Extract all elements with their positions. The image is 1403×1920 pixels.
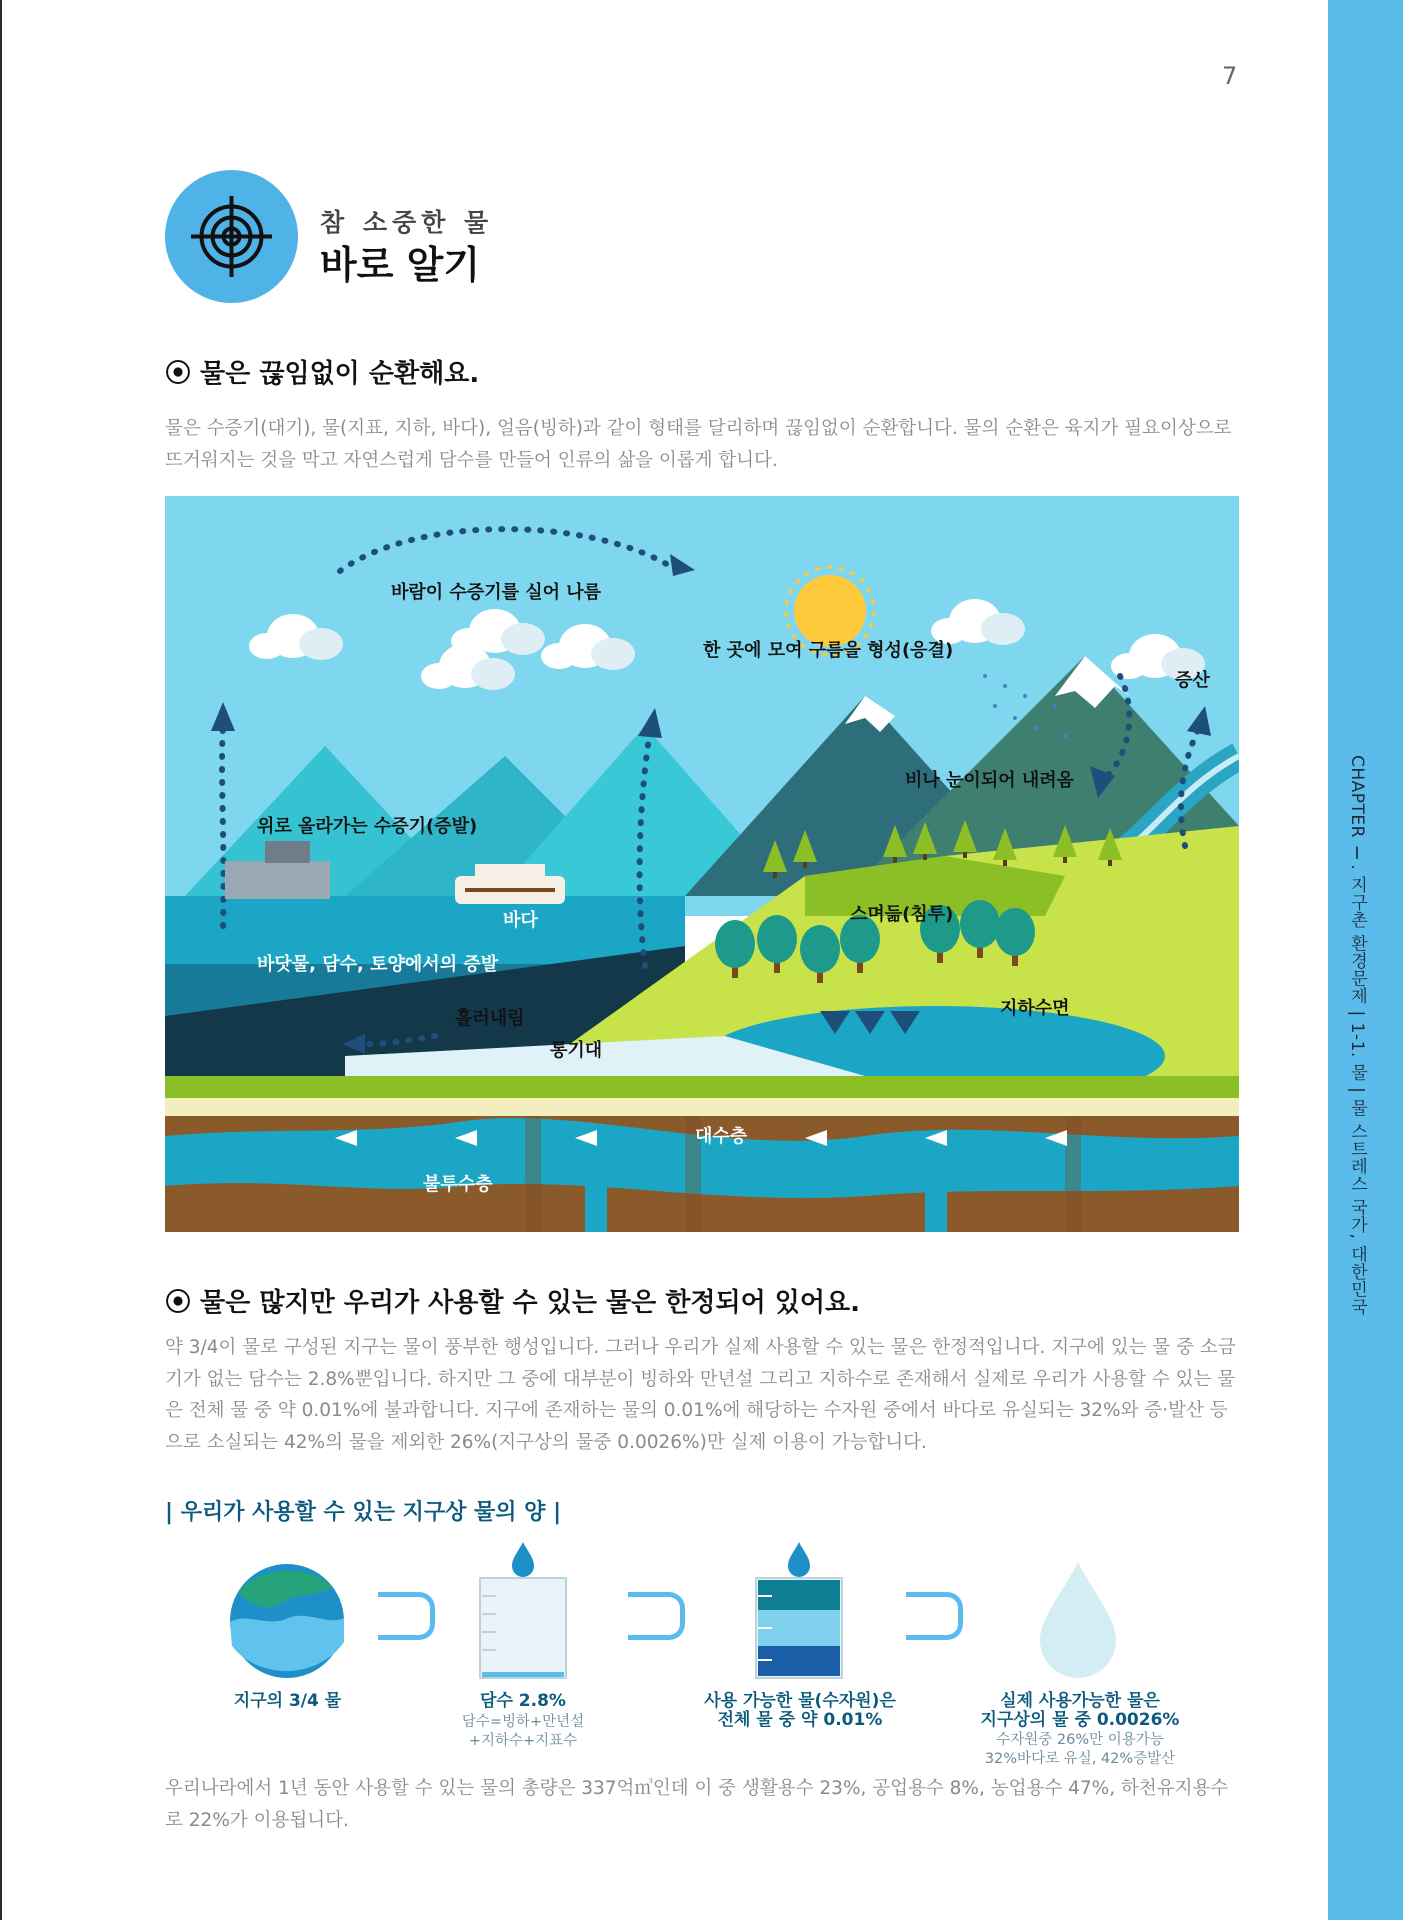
header-kicker: 참 소중한 물: [320, 208, 494, 237]
section1-heading: ⦿ 물은 끊임없이 순환해요.: [165, 359, 480, 389]
info-caption-1: 지구의 3/4 물: [233, 1691, 342, 1711]
label-evaporation: 위로 올라가는 수증기(증발): [257, 816, 478, 837]
page-left-border: [0, 0, 2, 1920]
section2-heading: ⦿ 물은 많지만 우리가 사용할 수 있는 물은 한정되어 있어요.: [165, 1288, 861, 1318]
water-drop-icon: [1038, 1560, 1118, 1678]
water-cycle-diagram: [165, 496, 1239, 1232]
label-transpiration: 증산: [1175, 670, 1210, 691]
water-resource-beaker-icon: [752, 1540, 846, 1680]
info-caption-3: 사용 가능한 물(수자원)은 전체 물 중 약 0.01%: [704, 1691, 896, 1730]
info-caption-2: 담수 2.8%: [480, 1691, 566, 1711]
page-title: 바로 알기: [320, 243, 481, 287]
infographic-title: | 우리가 사용할 수 있는 지구상 물의 양 |: [165, 1500, 562, 1525]
label-infiltration: 스며듦(침투): [850, 904, 954, 925]
label-condensation: 한 곳에 모여 구름을 형성(응결): [703, 640, 954, 661]
label-evaporation-sources: 바닷물, 담수, 토양에서의 증발: [257, 954, 499, 975]
flow-bracket-2: [628, 1592, 685, 1640]
label-impermeable-layer: 불투수층: [423, 1174, 493, 1195]
section1-body: 물은 수증기(대기), 물(지표, 지하, 바다), 얼음(빙하)과 같이 형태를 달리하며 끊임없이 순환합니다. 물의 순환은 육지가 필요이상으로 뜨거워지는 것을 막고 자연스럽게 담수를 만들어 인류의 삶을 이롭게 합니다.: [165, 418, 1232, 471]
info-caption-4: 실제 사용가능한 물은 지구상의 물 중 0.0026%: [980, 1691, 1180, 1730]
chapter-sidebar-text: CHAPTER Ⅰ. 지구촌 환경문제 | 1-1. 물 | 물 스트레스 국가, 대한민국: [1347, 755, 1367, 1316]
section2-body: 약 3/4이 물로 구성된 지구는 물이 풍부한 행성입니다. 그러나 우리가 실제 사용할 수 있는 물은 한정적입니다. 지구에 있는 물 중 소금기가 없는 담수는 2.8%뿐입니다. 하지만 그 중에 대부분이 빙하와 만년설 그리고 지하수로 존재해서 실제로 우리가 사용할 수 있는 물은 전체 물 중 약 0.01%에 불과합니다. 지구에 존재하는 물의 0.01%에 해당하는 수자원 중에서 바다로 유실되는 32%와 증·발산 등으로 소실되는 42%의 물을 제외한 26%(지구상의 물중 0.0026%)만 실제 이용이 가능합니다.: [165, 1337, 1236, 1453]
info-sub-4: 수자원중 26%만 이용가능 32%바다로 유실, 42%증발산: [984, 1732, 1176, 1767]
flow-bracket-1: [378, 1592, 435, 1640]
target-crosshair-icon: [187, 192, 276, 281]
label-runoff: 흘러내림: [455, 1008, 525, 1029]
label-water-table: 지하수면: [1000, 998, 1070, 1019]
label-vadose-zone: 통기대: [550, 1040, 603, 1061]
footer-paragraph: 우리나라에서 1년 동안 사용할 수 있는 물의 총량은 337억㎥인데 이 중 생활용수 23%, 공업용수 8%, 농업용수 47%, 하천유지용수로 22%가 이용됩니다.: [165, 1778, 1229, 1831]
label-aquifer: 대수층: [695, 1126, 748, 1147]
flow-bracket-3: [906, 1592, 963, 1640]
info-sub-2: 담수=빙하+만년설 +지하수+지표수: [461, 1714, 585, 1749]
page-number: 7: [1222, 62, 1238, 90]
label-precipitation: 비나 눈이되어 내려옴: [905, 770, 1075, 791]
earth-water-icon: [228, 1562, 346, 1680]
label-sea: 바다: [503, 910, 538, 931]
header-badge: [165, 170, 298, 303]
fresh-water-beaker-icon: [476, 1540, 570, 1680]
label-wind: 바람이 수증기를 실어 나름: [391, 582, 602, 603]
